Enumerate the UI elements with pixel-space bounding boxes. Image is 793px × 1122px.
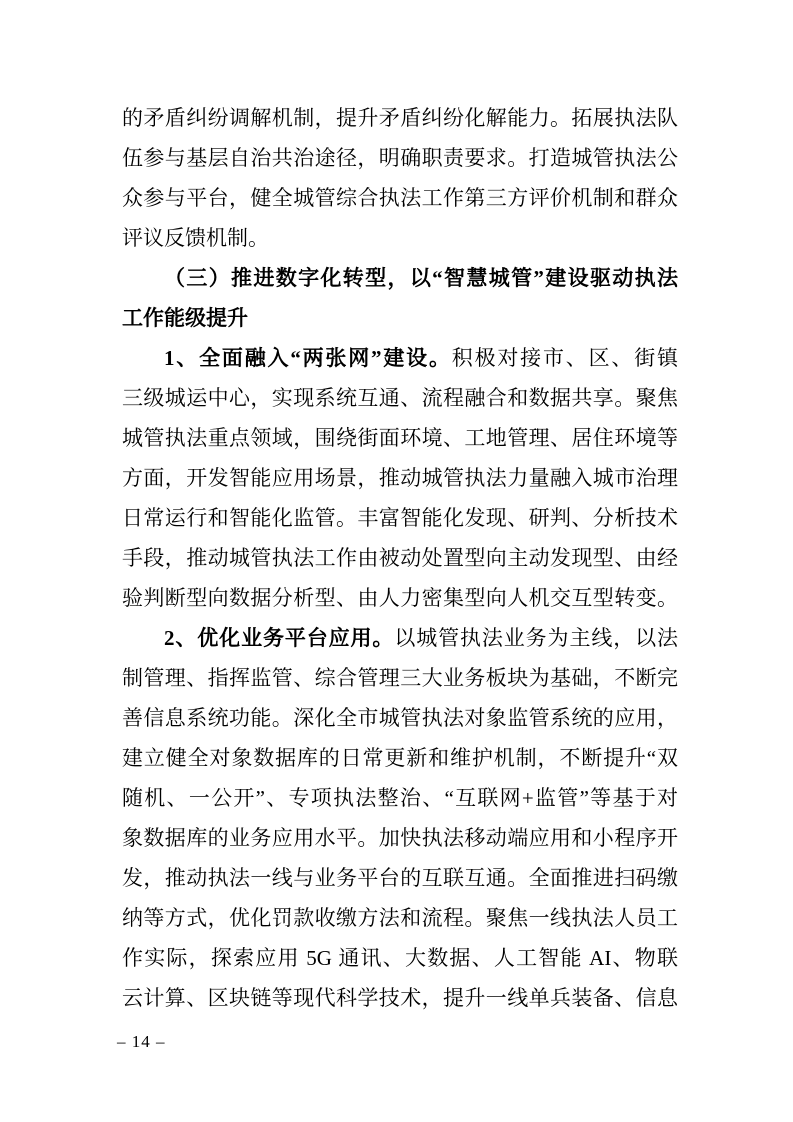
text-line: 云计算、区块链等现代科学技术，提升一线单兵装备、信息 [122, 986, 678, 1010]
text-line: 日常运行和智能化监管。丰富智能化发现、研判、分析技术 [122, 506, 678, 530]
section-heading-line: 工作能级提升 [122, 306, 248, 330]
subsection-lead-line: 1、全面融入“两张网”建设。积极对接市、区、街镇 [164, 346, 678, 370]
text-line: 手段，推动城管执法工作由被动处置型向主动发现型、由经 [122, 546, 678, 570]
text-line: 众参与平台，健全城管综合执法工作第三方评价机制和群众 [122, 186, 678, 210]
text-line: 象数据库的业务应用水平。加快执法移动端应用和小程序开 [122, 826, 678, 850]
subsection-lead-line: 2、优化业务平台应用。以城管执法业务为主线，以法 [164, 626, 678, 650]
text-line: 验判断型向数据分析型、由人力密集型向人机交互型转变。 [122, 586, 678, 610]
text-line: 方面，开发智能应用场景，推动城管执法力量融入城市治理 [122, 466, 678, 490]
text-line: 城管执法重点领域，围绕街面环境、工地管理、居住环境等 [122, 426, 678, 450]
text-line: 伍参与基层自治共治途径，明确职责要求。打造城管执法公 [122, 146, 678, 170]
text-line: 发，推动执法一线与业务平台的互联互通。全面推进扫码缴 [122, 866, 678, 890]
text-line: 纳等方式，优化罚款收缴方法和流程。聚焦一线执法人员工 [122, 906, 678, 930]
text-line: 的矛盾纠纷调解机制，提升矛盾纠纷化解能力。拓展执法队 [122, 106, 678, 130]
text-line: 随机、一公开”、专项执法整治、“互联网+监管”等基于对 [122, 786, 678, 810]
section-heading-line: （三）推进数字化转型，以“智慧城管”建设驱动执法 [164, 266, 678, 290]
document-body-text [122, 98, 678, 1018]
text-line: 三级城运中心，实现系统互通、流程融合和数据共享。聚焦 [122, 386, 678, 410]
text-line: 评议反馈机制。 [122, 226, 269, 250]
text-line: 作实际，探索应用 5G 通讯、大数据、人工智能 AI、物联 [122, 946, 678, 970]
text-line: 建立健全对象数据库的日常更新和维护机制，不断提升“双 [122, 746, 678, 770]
page-number: – 14 – [117, 1032, 166, 1051]
text-line: 制管理、指挥监管、综合管理三大业务板块为基础，不断完 [122, 666, 678, 690]
text-line: 善信息系统功能。深化全市城管执法对象监管系统的应用， [122, 706, 678, 730]
